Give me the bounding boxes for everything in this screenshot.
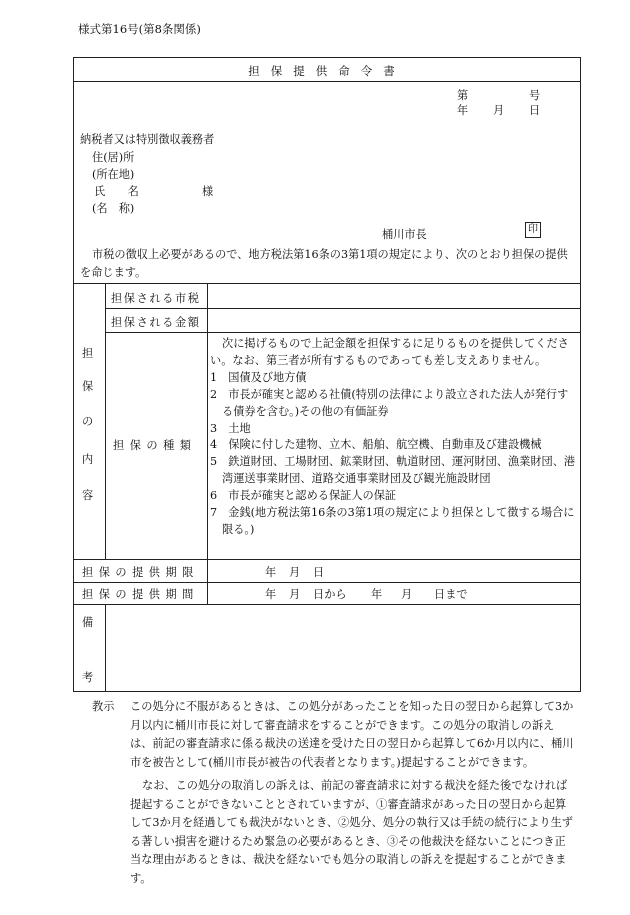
limit-day: 日 xyxy=(313,566,325,579)
title-divider xyxy=(73,81,581,82)
content-label-char-1: 担 xyxy=(82,347,94,360)
label-column-divider xyxy=(207,283,208,604)
notice-label: 教示 xyxy=(92,700,115,713)
recipient-address-label: 住(居)所 xyxy=(92,151,135,164)
order-text: 市税の徴収上必要があるので、地方税法第16条の3第1項の規定により、次のとおり担保の提供を命じます。 xyxy=(80,248,568,279)
number-label: 第 xyxy=(457,89,469,102)
content-label-char-4: 内 xyxy=(82,453,94,466)
period-to-year: 年 xyxy=(371,588,383,601)
secured-amount-label: 担保される金額 xyxy=(111,316,201,329)
document-title: 担保提供命令書 xyxy=(248,64,406,78)
period-from-day: 日から xyxy=(313,588,347,601)
row-divider-period xyxy=(73,604,581,605)
collateral-content xyxy=(210,336,576,539)
content-column-divider xyxy=(105,283,106,559)
row-divider-limit xyxy=(73,582,581,583)
date-day: 日 xyxy=(529,104,541,117)
form-number-label: 様式第16号(第8条関係) xyxy=(78,22,201,36)
collateral-intro: 次に掲げるもので上記金額を担保するに足りるものを提供してください。なお、第三者が所有するものであっても差し支えありません。 xyxy=(210,337,569,367)
row-divider-content xyxy=(73,559,581,560)
collateral-item: 1 国債及び地方債 xyxy=(210,370,307,384)
remarks-label-char-1: 備 xyxy=(82,616,94,629)
period-from-month: 月 xyxy=(289,588,301,601)
period-from-year: 年 xyxy=(265,588,277,601)
recipient-name-label: 氏 名 xyxy=(94,185,139,198)
collateral-item: 5 鉄道財団、工場財団、鉱業財団、軌道財団、運河財団、漁業財団、港湾運送事業財団、道路交通事業財団及び観光施設財団 xyxy=(210,455,576,486)
period-to-month: 月 xyxy=(401,588,413,601)
seal-mark: 印 xyxy=(525,222,541,238)
recipient-name-alt-label: (名 称) xyxy=(92,202,135,215)
date-year: 年 xyxy=(457,104,469,117)
number-suffix: 号 xyxy=(529,89,541,102)
row-divider-tax xyxy=(105,308,581,309)
recipient-heading: 納税者又は特別徴収義務者 xyxy=(80,133,215,146)
collateral-type-label: 担保の種類 xyxy=(113,439,197,452)
row-divider-amount xyxy=(105,332,581,333)
remarks-column-divider xyxy=(105,604,106,692)
recipient-location-label: (所在地) xyxy=(92,168,135,181)
collateral-item: 6 市長が確実と認める保証人の保証 xyxy=(210,489,397,503)
period-to-day: 日まで xyxy=(434,588,468,601)
content-label-char-3: の xyxy=(82,415,94,428)
collateral-item: 7 金銭(地方税法第16条の3第1項の規定により担保として徴する場合に限る。) xyxy=(210,506,575,536)
period-limit-label: 担保の提供期限 xyxy=(82,566,199,579)
content-label-char-2: 保 xyxy=(82,380,94,393)
period-label: 担保の提供期間 xyxy=(82,588,199,601)
secured-tax-label: 担保される市税 xyxy=(111,292,201,305)
notice-paragraph-1 xyxy=(130,698,576,772)
limit-year: 年 xyxy=(265,566,277,579)
date-month: 月 xyxy=(493,104,505,117)
notice-text-1: この処分に不服があるときは、この処分があったことを知った日の翌日から起算して3か月以内に桶川市長に対して審査請求をすることができます。この処分の取消しの訴えは、前記の審査請求に係る裁決の送達を受けた日の翌日から起算して6か月以内に、桶川市を被告として(桶川市長が被告の代表者となります。)提起することができます。 xyxy=(130,700,574,769)
issuer-name: 桶川市長 xyxy=(382,228,427,241)
remarks-label-char-2: 考 xyxy=(82,671,94,684)
collateral-item: 2 市長が確実と認める社債(特別の法律により設立された法人が発行する債券を含む。)その他の有価証券 xyxy=(210,387,569,418)
limit-month: 月 xyxy=(289,566,301,579)
notice-paragraph-2 xyxy=(130,777,576,889)
collateral-item: 3 土地 xyxy=(210,421,251,435)
header-divider xyxy=(73,283,581,284)
collateral-item: 4 保険に付した建物、立木、船舶、航空機、自動車及び建設機械 xyxy=(210,438,542,452)
notice-text-2: なお、この処分の取消しの訴えは、前記の審査請求に対する裁決を経た後でなければ提起することができないこととされていますが、①審査請求があった日の翌日から起算して3か月を経過しても裁決がないとき、②処分、処分の執行又は手続の続行により生ずる著しい損害を避けるため緊急の必要があるとき、③その他裁決を経ないことにつき正当な理由があるときは、裁決を経ないでも処分の取消しの訴えを提起することができます。 xyxy=(130,779,573,885)
recipient-honorific: 様 xyxy=(202,185,214,198)
content-label-char-5: 容 xyxy=(82,489,94,502)
